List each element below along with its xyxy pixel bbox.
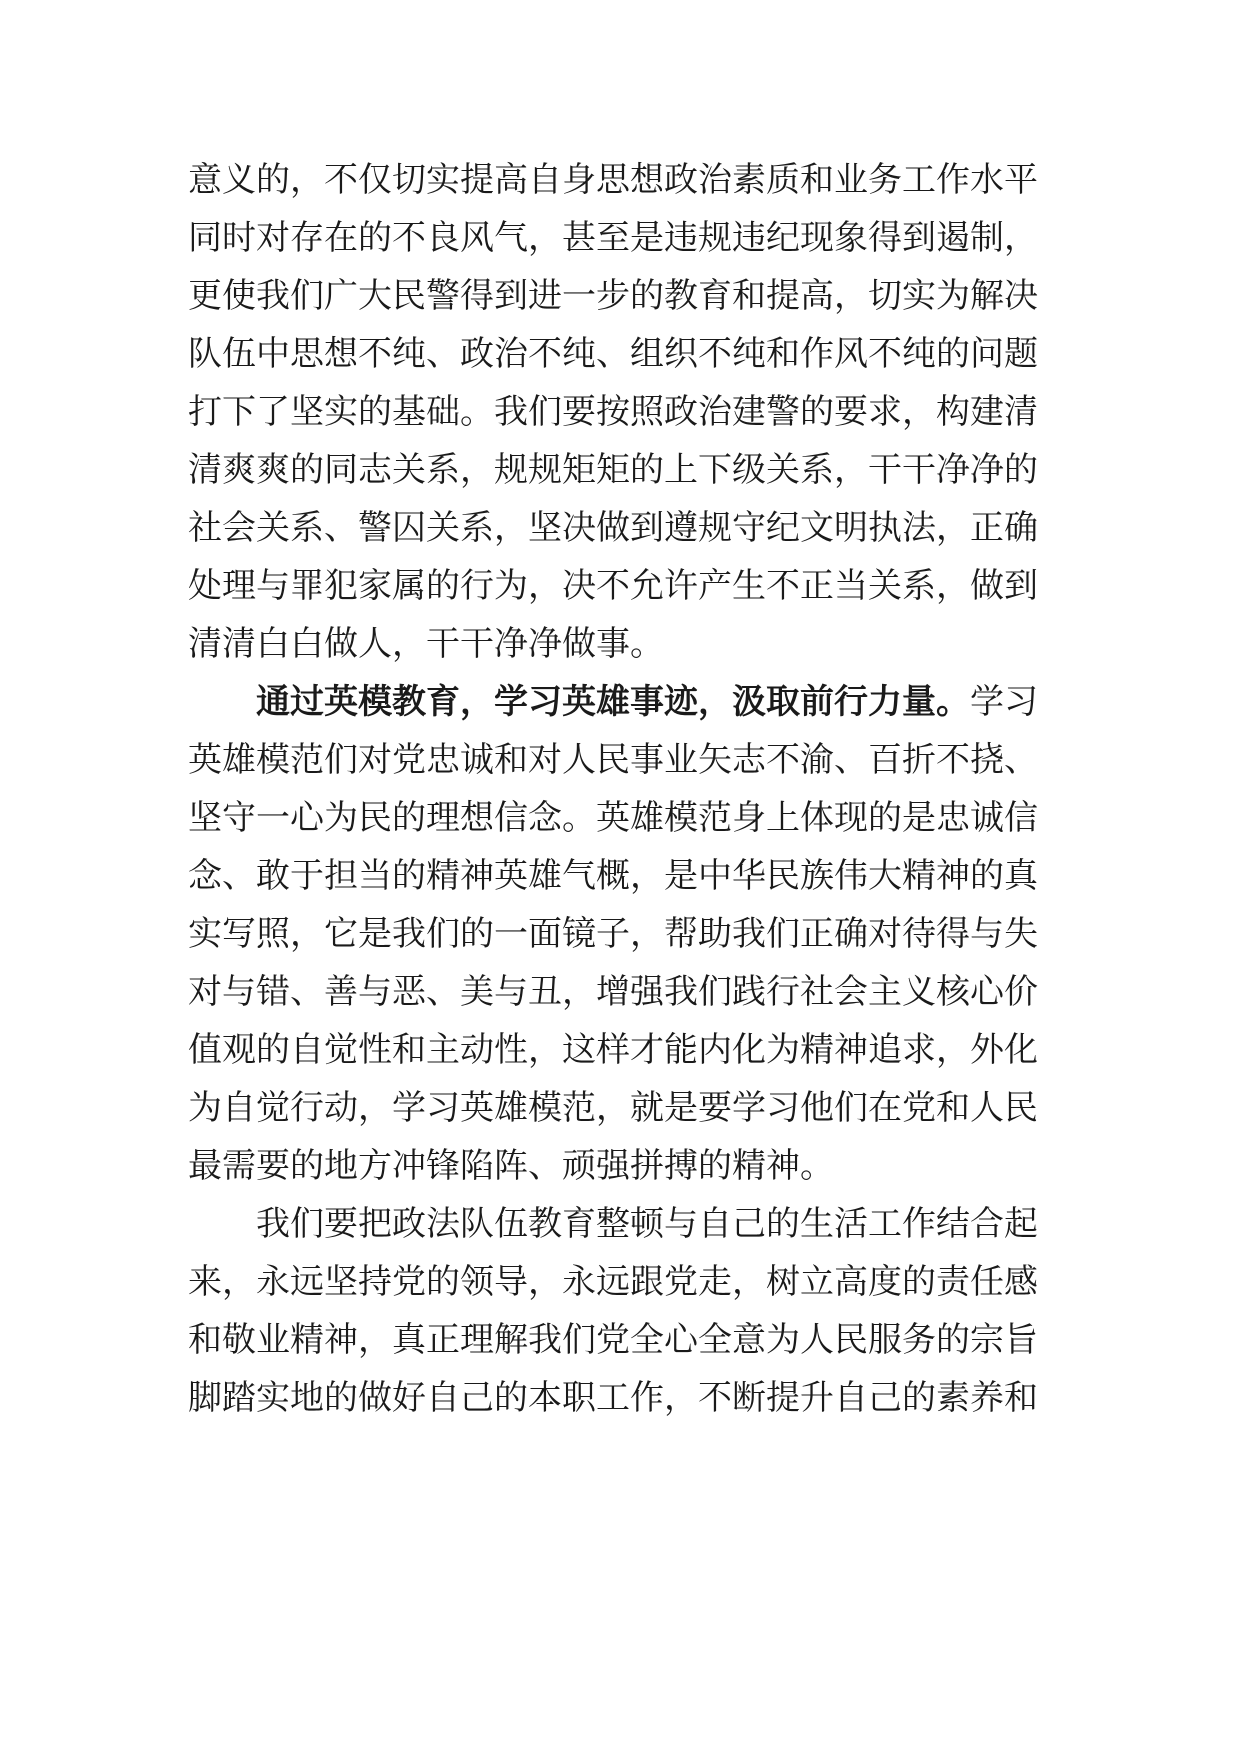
paragraph-line: 为自觉行动，学习英雄模范，就是要学习他们在党和人民 [188,1088,1038,1128]
paragraph-line: 清清白白做人，干干净净做事。 [188,624,664,664]
paragraph-line: 同时对存在的不良风气，甚至是违规违纪现象得到遏制， [188,218,1038,258]
paragraph-line: 对与错、善与恶、美与丑，增强我们践行社会主义核心价 [188,972,1038,1012]
paragraph-line: 来，永远坚持党的领导，永远跟党走，树立高度的责任感 [188,1262,1038,1302]
paragraph-line: 清爽爽的同志关系，规规矩矩的上下级关系，干干净净的 [188,450,1038,490]
paragraph-line: 社会关系、警囚关系，坚决做到遵规守纪文明执法，正确 [188,508,1038,548]
bold-heading: 通过英模教育，学习英雄事迹，汲取前行力量。 [256,682,970,722]
paragraph-line: 打下了坚实的基础。我们要按照政治建警的要求，构建清 [188,392,1038,432]
paragraph-line: 脚踏实地的做好自己的本职工作，不断提升自己的素养和 [188,1378,1038,1418]
paragraph-line: 实写照，它是我们的一面镜子，帮助我们正确对待得与失 [188,914,1038,954]
paragraph-line: 处理与罪犯家属的行为，决不允许产生不正当关系，做到 [188,566,1038,606]
paragraph-line: 队伍中思想不纯、政治不纯、组织不纯和作风不纯的问题 [188,334,1038,374]
paragraph-line: 通过英模教育，学习英雄事迹，汲取前行力量。学习 [256,682,1038,722]
paragraph-line: 和敬业精神，真正理解我们党全心全意为人民服务的宗旨 [188,1320,1038,1360]
paragraph-line: 坚守一心为民的理想信念。英雄模范身上体现的是忠诚信 [188,798,1038,838]
paragraph-line: 意义的，不仅切实提高自身思想政治素质和业务工作水平 [188,160,1038,200]
paragraph-line: 我们要把政法队伍教育整顿与自己的生活工作结合起 [256,1204,1038,1244]
paragraph-line: 念、敢于担当的精神英雄气概，是中华民族伟大精神的真 [188,856,1038,896]
paragraph-line: 最需要的地方冲锋陷阵、顽强拼搏的精神。 [188,1146,834,1186]
paragraph-line: 值观的自觉性和主动性，这样才能内化为精神追求，外化 [188,1030,1038,1070]
paragraph-line: 更使我们广大民警得到进一步的教育和提高，切实为解决 [188,276,1038,316]
paragraph-line: 英雄模范们对党忠诚和对人民事业矢志不渝、百折不挠、 [188,740,1038,780]
